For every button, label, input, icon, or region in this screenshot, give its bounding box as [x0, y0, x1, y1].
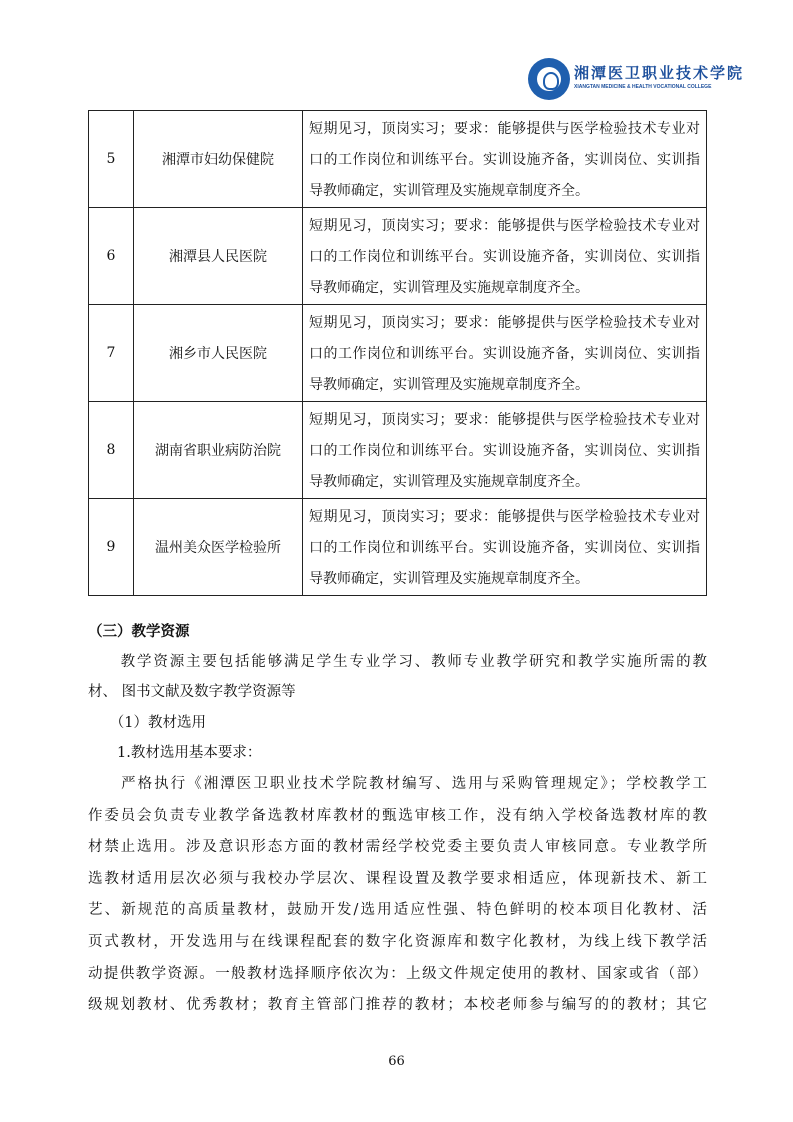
- table-row: [89, 208, 707, 305]
- table-row: [89, 305, 707, 402]
- paragraph-line: 动提供教学资源。一般教材选择顺序依次为：上级文件规定使用的教材、国家或省（部）: [88, 965, 707, 982]
- table-row: [89, 402, 707, 499]
- college-logo: [528, 58, 745, 102]
- intro-line: 教学资源主要包括能够满足学生专业学习、教师专业教学研究和教学实施所需的教: [88, 654, 707, 670]
- paragraph-line: 作委员会负责专业教学备选教材库教材的甄选审核工作，没有纳入学校备选教材库的教: [88, 807, 707, 824]
- row-number: 6: [89, 208, 134, 305]
- table-row: [89, 499, 707, 596]
- requirements-cell: 短期见习，顶岗实习；要求：能够提供与医学检验技术专业对口的工作岗位和训练平台。实训设施齐备，实训岗位、实训指导教师确定，实训管理及实施规章制度齐全。: [303, 499, 707, 596]
- paragraph-line: 级规划教材、优秀教材；教育主管部门推荐的教材；本校老师参与编写的的教材；其它: [88, 997, 707, 1014]
- paragraph-line: 严格执行《湘潭医卫职业技术学院教材编写、选用与采购管理规定》；学校教学工: [88, 776, 707, 792]
- requirements-cell: 短期见习，顶岗实习；要求：能够提供与医学检验技术专业对口的工作岗位和训练平台。实训设施齐备，实训岗位、实训指导教师确定，实训管理及实施规章制度齐全。: [303, 305, 707, 402]
- row-number: 5: [89, 111, 134, 208]
- paragraph-line: 选教材适用层次必须与我校办学层次、课程设置及教学要求相适应，体现新技术、新工: [88, 870, 707, 887]
- intro-line: 材、 图书文献及数字教学资源等: [88, 684, 296, 700]
- row-number: 9: [89, 499, 134, 596]
- requirements-cell: 短期见习，顶岗实习；要求：能够提供与医学检验技术专业对口的工作岗位和训练平台。实训设施齐备，实训岗位、实训指导教师确定，实训管理及实施规章制度齐全。: [303, 402, 707, 499]
- row-number: 7: [89, 305, 134, 402]
- subheading-basic-requirements: 1.教材选用基本要求：: [88, 745, 262, 761]
- row-number: 8: [89, 402, 134, 499]
- paragraph-line: 材禁止选用。涉及意识形态方面的教材需经学校党委主要负责人审核同意。专业教学所: [88, 839, 707, 856]
- institution-name: 湖南省职业病防治院: [134, 402, 303, 499]
- institution-name: 温州美众医学检验所: [134, 499, 303, 596]
- requirements-cell: 短期见习，顶岗实习；要求：能够提供与医学检验技术专业对口的工作岗位和训练平台。实训设施齐备，实训岗位、实训指导教师确定，实训管理及实施规章制度齐全。: [303, 111, 707, 208]
- page-number: 66: [388, 1054, 405, 1069]
- logo-chinese-name: 湘潭医卫职业技术学院: [574, 64, 745, 82]
- paragraph-line: 页式教材，开发选用与在线课程配套的数字化资源库和数字化教材，为线上线下教学活: [88, 934, 707, 950]
- logo-english-name: XIANGTAN MEDICINE & HEALTH VOCATIONAL COLLEGE: [574, 84, 712, 90]
- institution-name: 湘潭市妇幼保健院: [134, 111, 303, 208]
- institution-name: 湘乡市人民医院: [134, 305, 303, 402]
- paragraph-line: 艺、新规范的高质量教材，鼓励开发/选用适应性强、特色鲜明的校本项目化教材、活: [88, 902, 707, 919]
- college-emblem-icon: [528, 58, 570, 100]
- subheading-textbook-selection: （1）教材选用: [88, 715, 206, 731]
- internship-sites-table: [88, 110, 707, 596]
- table-row: [89, 111, 707, 208]
- requirements-cell: 短期见习，顶岗实习；要求：能够提供与医学检验技术专业对口的工作岗位和训练平台。实训设施齐备，实训岗位、实训指导教师确定，实训管理及实施规章制度齐全。: [303, 208, 707, 305]
- section-heading: （三）教学资源: [88, 624, 190, 640]
- institution-name: 湘潭县人民医院: [134, 208, 303, 305]
